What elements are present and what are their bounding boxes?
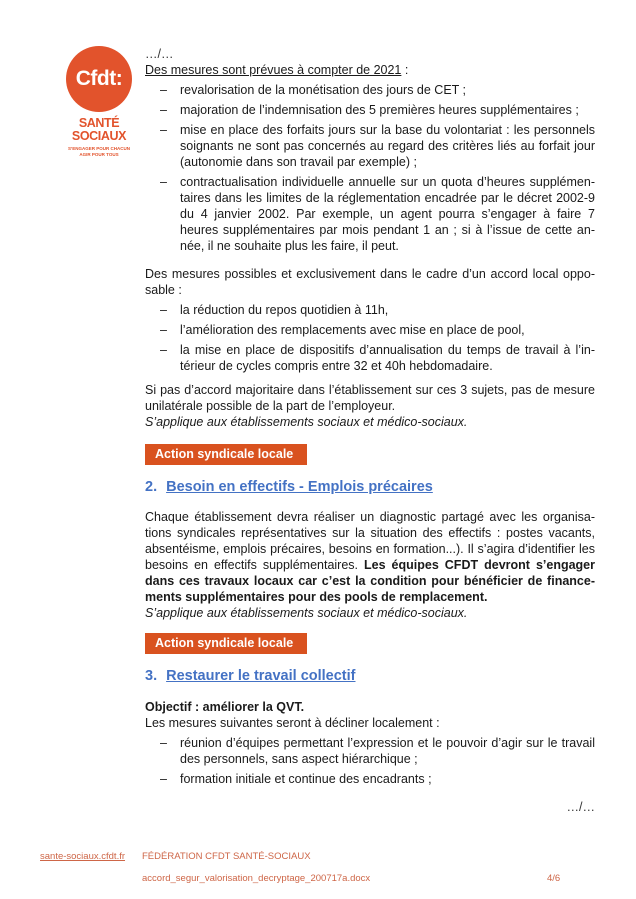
list-item-text: formation initiale et continue des encadrants ; [180, 772, 432, 786]
measures-2021-heading-colon: : [401, 63, 409, 77]
list-item-text: l’amélioration des remplacements avec mise en place de pool, [180, 323, 525, 337]
section-3-list [145, 735, 595, 787]
list-item-text: contractualisation individuelle annuelle sur un quota d’heures supplémentaires dans les limites de la réglementation encadrée par le décret 2002-9 du 4 janvier 2002. Par exemple, un agent pourra s’engager à faire 7 heures supplémentaires par mois pendant 1 an ; si à l’issue de cette année, il ne souhaite plus les faire, il peut. [180, 175, 595, 253]
list-item [145, 322, 595, 338]
dash-marker: – [160, 303, 167, 317]
list-item [145, 102, 595, 118]
accord-local-list [145, 302, 595, 374]
cfdt-tagline [66, 146, 132, 157]
action-syndicale-badge: Action syndicale locale [145, 444, 307, 465]
federation-name [66, 117, 132, 143]
measures-2021-heading-text: Des mesures sont prévues à compter de 2021 [145, 63, 402, 77]
section-2-number: 2. [145, 479, 158, 495]
list-item-text: réunion d’équipes permettant l’expression et le pouvoir d’agir sur le travail des personnels, sans aspect hiérarchique ; [180, 736, 595, 766]
section-2-title: Besoin en effectifs - Emplois précaires [166, 479, 433, 495]
list-item [145, 735, 595, 767]
section-2-paragraph [145, 509, 595, 605]
federation-name-line2: SOCIAUX [71, 129, 127, 143]
document-body [145, 46, 595, 815]
list-item [145, 174, 595, 254]
action-badge-row [145, 444, 595, 465]
dash-marker: – [160, 736, 167, 750]
action-badge-row [145, 633, 595, 654]
cfdt-logo [66, 46, 132, 157]
accord-local-intro: Des mesures possibles et exclusivement dans le cadre d’un accord local opposable : [145, 267, 595, 297]
footer-page-number: 4/6 [547, 873, 561, 884]
section-3-objective: Objectif : améliorer la QVT. [145, 700, 305, 714]
section-3-heading [145, 667, 595, 685]
continuation-mark-top: …/… [145, 47, 174, 61]
federation-name-line1: SANTÉ [78, 116, 120, 130]
section-3-title: Restaurer le travail collectif [166, 668, 356, 684]
accord-majoritaire-note: Si pas d’accord majoritaire dans l’établissement sur ces 3 sujets, pas de mesure unilatérale possible de la part de l’employeur. [145, 383, 595, 413]
section-2-text-bold: Les équipes CFDT devront s’engager dans ces travaux locaux car c’est la condition pour bénéficier de financements supplémentaires pour des pools de remplacement. [145, 558, 595, 604]
section-2-text: Chaque établissement devra réaliser un diagnostic partagé avec les organisations syndicales représentatives sur la situation des effectifs : postes vacants, absentéisme, emplois précaires, besoins en formation...). Il s’agira d’identifier les besoins en effectifs supplémentaires. [145, 510, 595, 572]
website-link[interactable]: sante-sociaux.cfdt.fr [40, 851, 126, 862]
section-3-number: 3. [145, 668, 158, 684]
measures-2021-list [145, 82, 595, 254]
dash-marker: – [160, 175, 167, 189]
continuation-mark-bottom: …/… [566, 800, 595, 814]
dash-marker: – [160, 83, 167, 97]
list-item-text: la réduction du repos quotidien à 11h, [180, 303, 389, 317]
dash-marker: – [160, 772, 167, 786]
list-item [145, 342, 595, 374]
footer-federation-name: FÉDÉRATION CFDT SANTÉ-SOCIAUX [142, 851, 311, 862]
section-3-intro: Les mesures suivantes seront à décliner localement : [145, 716, 440, 730]
list-item [145, 82, 595, 98]
list-item-text: revalorisation de la monétisation des jours de CET ; [180, 83, 467, 97]
dash-marker: – [160, 343, 167, 357]
list-item-text: mise en place des forfaits jours sur la base du volontariat : les personnels soignants ne sont pas concernés au regard des critères liés au forfait jour (autonomie dans son travail par exemple) ; [180, 123, 595, 169]
cfdt-logo-icon [66, 46, 132, 112]
list-item [145, 122, 595, 170]
cfdt-logo-text: Cfdt: [75, 67, 123, 90]
footer-filename: accord_segur_valorisation_decryptage_200717a.docx [142, 873, 371, 884]
dash-marker: – [160, 323, 167, 337]
list-item [145, 771, 595, 787]
cfdt-tagline-line2: AGIR POUR TOUS [79, 151, 119, 157]
section-2-heading [145, 478, 595, 496]
dash-marker: – [160, 103, 167, 117]
scope-note: S’applique aux établissements sociaux et médico-sociaux. [145, 415, 468, 429]
list-item-text: majoration de l’indemnisation des 5 premières heures supplémentaires ; [180, 103, 579, 117]
scope-note: S’applique aux établissements sociaux et médico-sociaux. [145, 606, 468, 620]
action-syndicale-badge: Action syndicale locale [145, 633, 307, 654]
list-item [145, 302, 595, 318]
dash-marker: – [160, 123, 167, 137]
measures-2021-heading [145, 62, 595, 78]
list-item-text: la mise en place de dispositifs d’annualisation du temps de travail à l’intérieur de cycles compris entre 32 et 40h hebdomadaire. [180, 343, 595, 373]
cfdt-tagline-line1: S’ENGAGER POUR CHACUN [67, 146, 130, 151]
